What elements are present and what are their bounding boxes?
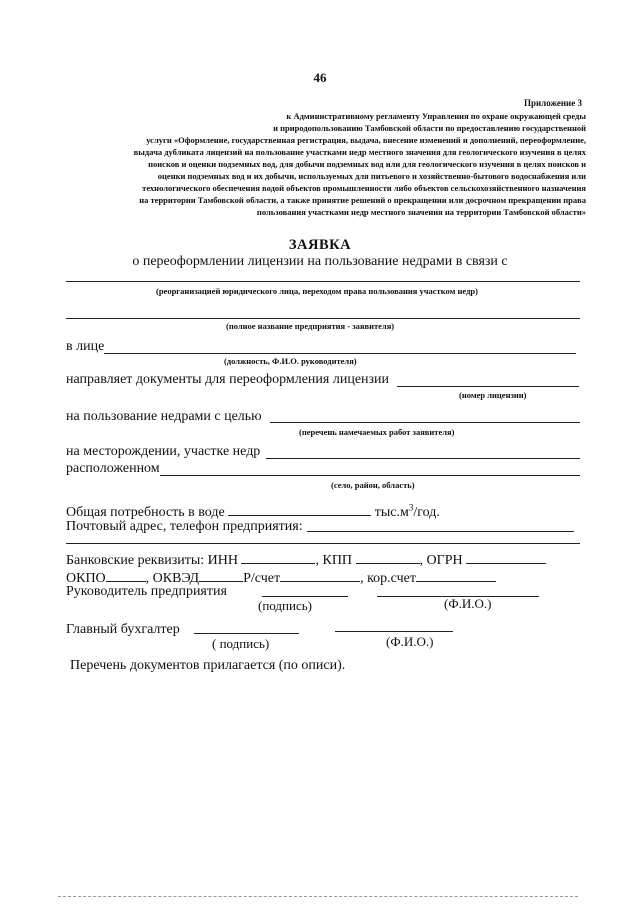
- location-input-line[interactable]: [160, 475, 580, 476]
- footer-divider: [58, 896, 578, 897]
- appendix-label: Приложение 3: [523, 98, 582, 108]
- purpose-caption: (перечень намечаемых работ заявителя): [299, 427, 455, 437]
- attached-docs-note: Перечень документов прилагается (по описи).: [70, 658, 346, 673]
- ogrn-input[interactable]: [466, 550, 546, 564]
- sends-docs-label: направляет документы для переоформления лицензии: [66, 372, 390, 387]
- purpose-label: на пользование недрами с целью: [66, 409, 262, 424]
- water-unit-per-year: /год.: [413, 505, 440, 520]
- license-caption: (номер лицензии): [459, 390, 527, 400]
- form-subtitle: о переоформлении лицензии на пользование недрами в связи с: [132, 254, 508, 269]
- license-number-input-line[interactable]: [397, 386, 579, 387]
- water-need-text: Общая потребность в воде: [66, 505, 225, 520]
- okved-input[interactable]: [199, 568, 243, 582]
- water-unit: тыс.м: [374, 505, 409, 520]
- kpp-label: , КПП: [315, 553, 353, 568]
- deposit-label: на месторождении, участке недр: [66, 444, 261, 459]
- header-line-2: и природопользованию Тамбовской области по предоставлению государственной: [273, 123, 586, 133]
- company-caption: (полное название предприятия - заявителя): [226, 321, 395, 331]
- korschet-label: , кор.счет: [360, 571, 416, 586]
- location-caption: (село, район, область): [331, 480, 415, 490]
- water-unit-exponent: 3: [408, 502, 414, 513]
- header-line-7: технологического обеспечения водой объектов промышленности либо объектов сельскохозяйственного назначения: [142, 183, 586, 193]
- form-title: ЗАЯВКА: [288, 237, 352, 253]
- accountant-name-line[interactable]: [335, 631, 453, 632]
- header-line-9: пользования участками недр местного значения на территории Тамбовской области»: [256, 207, 586, 217]
- reorg-caption: (реорганизацией юридического лица, переходом права пользования участком недр): [156, 286, 478, 296]
- header-line-8: на территории Тамбовской области, а также принятие решений о прекращении или досрочном прекращении права: [139, 195, 586, 205]
- rschet-input[interactable]: [280, 568, 360, 582]
- director-fio-caption: (Ф.И.О.): [444, 596, 492, 611]
- kpp-input[interactable]: [356, 550, 420, 564]
- korschet-input[interactable]: [416, 568, 496, 582]
- postal-input-line-2[interactable]: [66, 543, 580, 544]
- ogrn-label: , ОГРН: [419, 553, 463, 568]
- purpose-input-line[interactable]: [270, 422, 580, 423]
- inn-input[interactable]: [241, 550, 315, 564]
- accountant-label: Главный бухгалтер: [66, 622, 180, 637]
- rschet-label: Р/счет: [243, 571, 281, 586]
- reorg-input-line[interactable]: [66, 281, 580, 282]
- representative-input-line[interactable]: [104, 353, 576, 354]
- inn-label: Банковские реквизиты: ИНН: [66, 553, 238, 568]
- okpo-label: ОКПО: [66, 571, 106, 586]
- page-number: 46: [313, 70, 327, 85]
- postal-input-line[interactable]: [307, 531, 574, 532]
- bank-details-row: [66, 550, 546, 569]
- accountant-fio-caption: (Ф.И.О.): [386, 634, 434, 649]
- header-line-4: выдача дубликата лицензий на пользование участками недр местного значения для геологического изучения в целях: [133, 147, 586, 157]
- water-need-input[interactable]: [228, 502, 371, 516]
- accountant-signature-line[interactable]: [194, 633, 299, 634]
- header-line-1: к Административному регламенту Управления по охране окружающей среды: [286, 111, 586, 121]
- deposit-input-line[interactable]: [266, 458, 580, 459]
- company-name-input-line[interactable]: [66, 318, 580, 319]
- in-person-label: в лице: [66, 339, 105, 354]
- located-label: расположенном: [66, 461, 160, 476]
- header-line-5: поисков и оценки подземных вод, для добычи подземных вод или для геологического изучения в целях поисков и: [148, 159, 586, 169]
- director-signature-line[interactable]: [262, 596, 348, 597]
- position-caption: (должность, Ф.И.О. руководителя): [224, 356, 357, 366]
- okpo-input[interactable]: [106, 568, 146, 582]
- header-line-3: услуги «Оформление, государственная регистрация, выдача, внесение изменений и дополнений, переоформление,: [146, 135, 586, 145]
- okved-label: , ОКВЭД: [145, 571, 200, 586]
- postal-label: Почтовый адрес, телефон предприятия:: [66, 519, 303, 534]
- header-line-6: оценки подземных вод и их добычи, используемых для питьевого и хозяйственно-бытового водоснабжения или: [157, 171, 586, 181]
- director-signature-caption: (подпись): [258, 598, 312, 613]
- accountant-signature-caption: ( подпись): [212, 636, 270, 651]
- director-label: Руководитель предприятия: [66, 584, 227, 599]
